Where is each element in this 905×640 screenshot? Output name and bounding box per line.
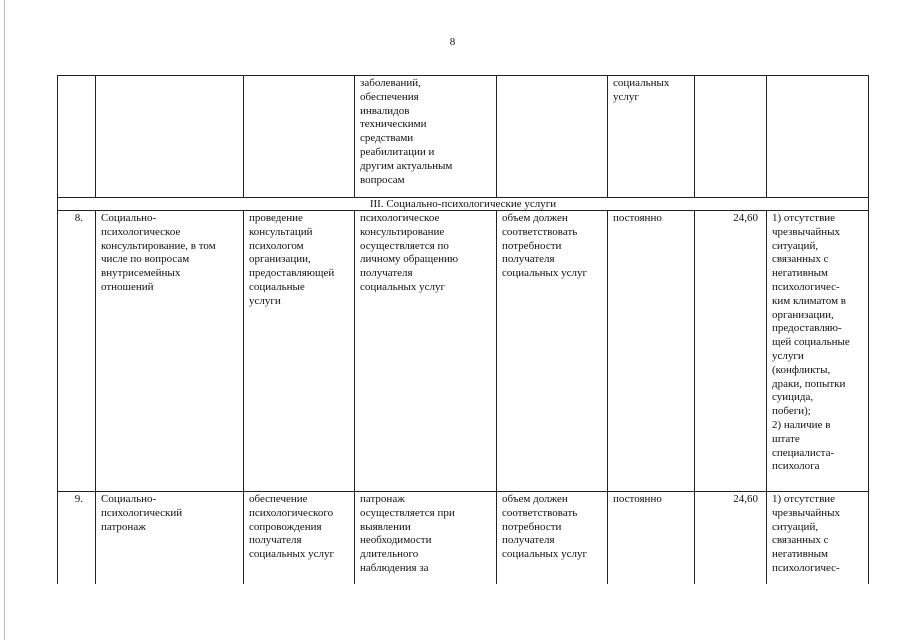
cell-num: 9. — [58, 492, 96, 584]
cell-service — [96, 76, 244, 198]
cell-indicators: 1) отсутствие чрезвычайных ситуаций, связанных с негативным психологичес- ким климатом в организации, предоставляю- щей социальные услуги (конфликты, драки, попытки суицида, побеги); 2) наличие в штате специалиста- психолога — [767, 211, 869, 492]
cell-volume — [497, 76, 608, 198]
cell-description — [244, 76, 355, 198]
section-title: III. Социально-психологические услуги — [58, 198, 869, 211]
cell-description: обеспечение психологического сопровождения получателя социальных услуг — [244, 492, 355, 584]
cell-indicators: 1) отсутствие чрезвычайных ситуаций, связанных с негативным психологичес- — [767, 492, 869, 584]
cell-cost: 24,60 — [695, 492, 767, 584]
cell-indicators — [767, 76, 869, 198]
table-row — [58, 211, 869, 492]
cell-cost — [695, 76, 767, 198]
table-row — [58, 492, 869, 584]
cell-conditions: заболеваний, обеспечения инвалидов техническими средствами реабилитации и другим актуальным вопросам — [355, 76, 497, 198]
cell-service: Социально- психологический патронаж — [96, 492, 244, 584]
section-row — [58, 198, 869, 211]
cell-description: проведение консультаций психологом организации, предоставляющей социальные услуги — [244, 211, 355, 492]
page-number: 8 — [449, 36, 456, 48]
cell-term: постоянно — [608, 492, 695, 584]
cell-term: социальных услуг — [608, 76, 695, 198]
services-table — [57, 75, 869, 584]
cell-num — [58, 76, 96, 198]
table-row-continuation — [58, 76, 869, 198]
cell-conditions: патронаж осуществляется при выявлении необходимости длительного наблюдения за — [355, 492, 497, 584]
cell-conditions: психологическое консультирование осуществляется по личному обращению получателя социальных услуг — [355, 211, 497, 492]
cell-volume: объем должен соответствовать потребности получателя социальных услуг — [497, 492, 608, 584]
cell-num: 8. — [58, 211, 96, 492]
page-edge-line — [4, 0, 5, 640]
cell-term: постоянно — [608, 211, 695, 492]
cell-cost: 24,60 — [695, 211, 767, 492]
cell-volume: объем должен соответствовать потребности получателя социальных услуг — [497, 211, 608, 492]
cell-service: Социально- психологическое консультирование, в том числе по вопросам внутрисемейных отношений — [96, 211, 244, 492]
